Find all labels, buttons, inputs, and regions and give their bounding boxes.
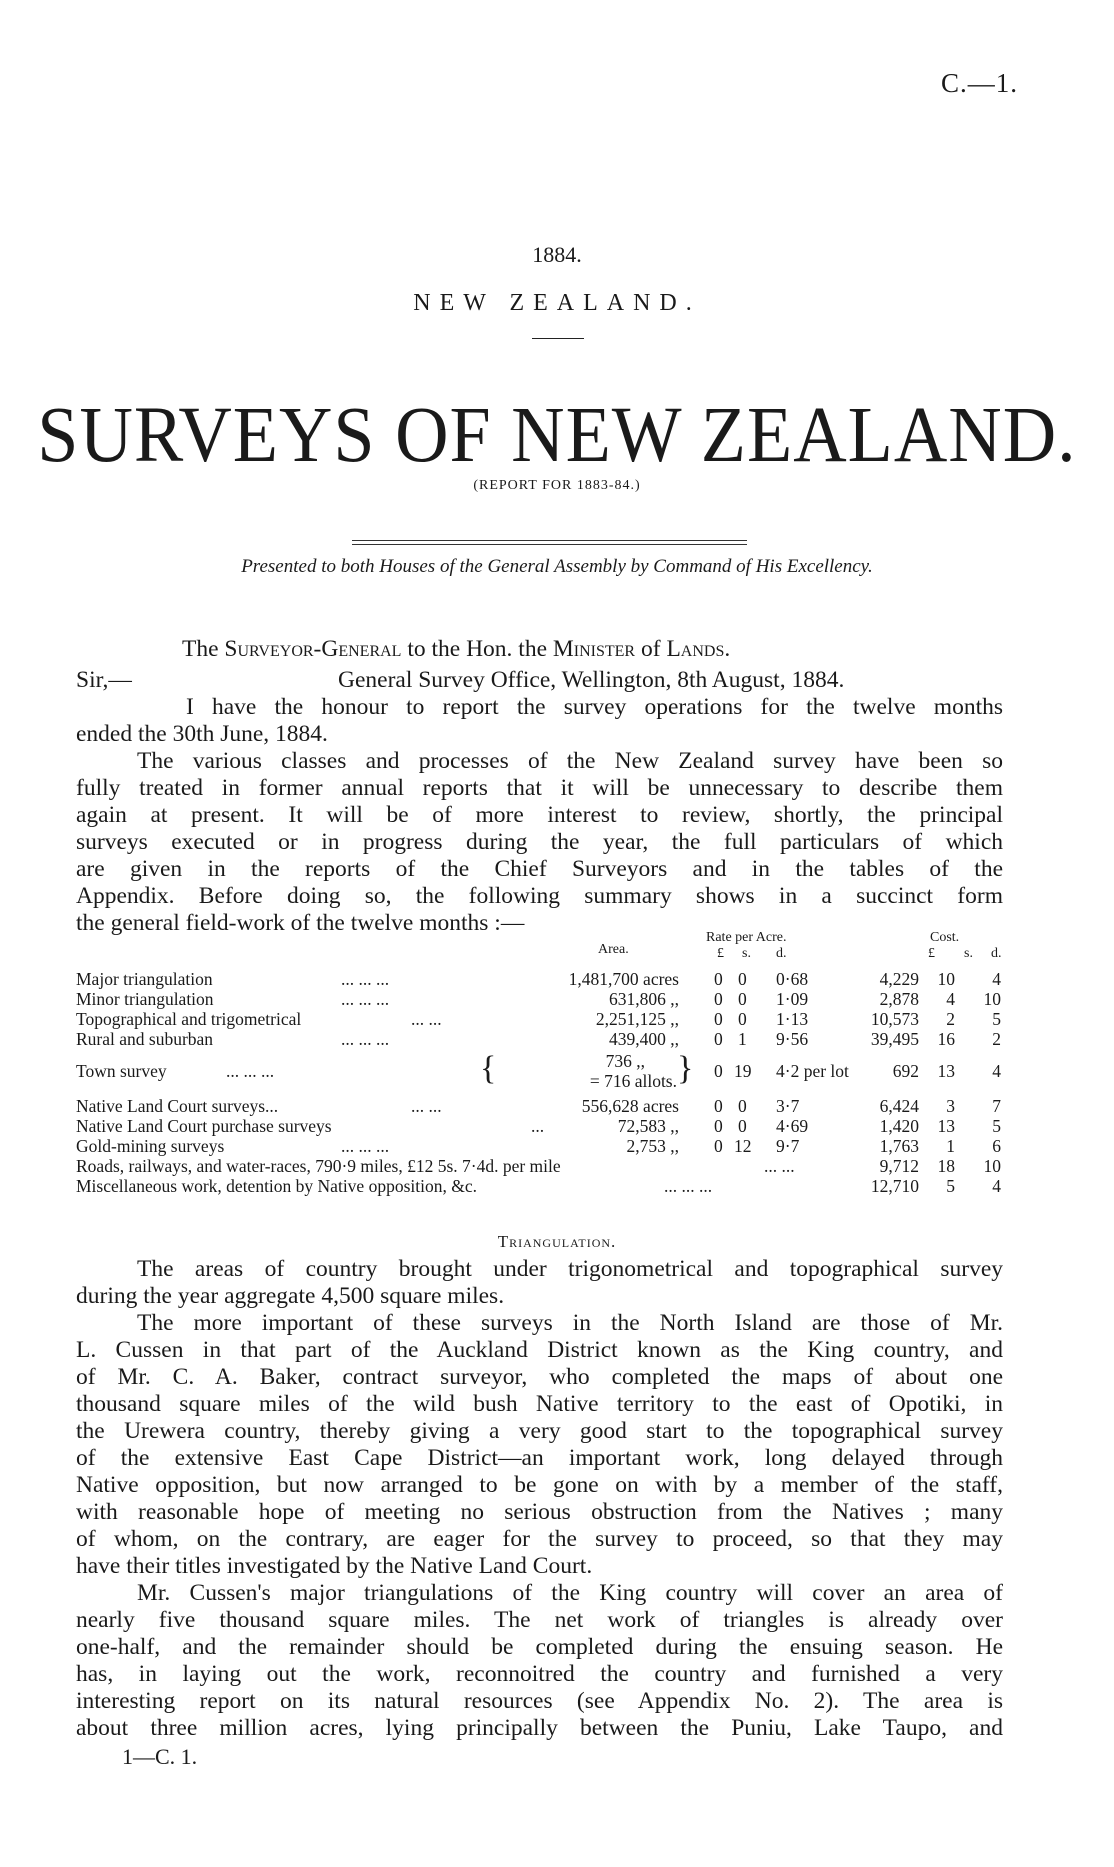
table-row — [76, 1117, 1003, 1135]
row-cost-d: 4 — [992, 1176, 1001, 1196]
row-cost-l: 6,424 — [879, 1096, 919, 1116]
page-footer: 1—C. 1. — [122, 1744, 198, 1769]
row-dots: ... ... ... — [226, 1061, 275, 1081]
table-header-rate-s: s. — [742, 946, 751, 961]
paragraph-line: about three million acres, lying principally between the Puniu, Lake Taupo, and — [76, 1715, 1003, 1741]
left-brace-icon: { — [480, 1050, 497, 1087]
row-rate-d: 1·13 — [776, 1009, 809, 1029]
row-dots: ... ... ... — [664, 1176, 713, 1196]
table-header-cost: Cost. — [930, 930, 960, 945]
table-row — [76, 1010, 1003, 1028]
row-label: Rural and suburban — [76, 1029, 214, 1049]
table-header-cost-s: s. — [964, 946, 973, 961]
row-cost-s: 10 — [937, 969, 955, 989]
row-rate-l: 0 — [714, 969, 723, 989]
row-rate-s: 0 — [738, 969, 747, 989]
paragraph-line: the general field-work of the twelve months :— — [76, 910, 525, 936]
table-header-cost-l: £ — [928, 946, 935, 961]
row-rate-s: 1 — [738, 1029, 747, 1049]
place-date: General Survey Office, Wellington, 8th August, 1884. — [338, 667, 845, 693]
row-rate-d: 4·2 per lot — [776, 1061, 849, 1081]
row-rate-d: 9·56 — [776, 1029, 809, 1049]
row-rate-l: 0 — [714, 1096, 723, 1116]
paragraph-line: during the year aggregate 4,500 square miles. — [76, 1283, 505, 1309]
row-area: 1,481,700 acres — [568, 969, 679, 989]
top-rule-double — [352, 544, 747, 545]
row-area: 2,251,125 ,, — [595, 1009, 679, 1029]
table-row — [76, 1137, 1003, 1155]
row-rate-s: 12 — [734, 1136, 752, 1156]
row-cost-s: 2 — [946, 1009, 955, 1029]
row-cost-l: 12,710 — [870, 1176, 919, 1196]
address-text: The Surveyor-General to the Hon. the Minister of Lands. — [182, 636, 731, 662]
row-label: Native Land Court surveys... — [76, 1096, 279, 1116]
paragraph-line: L. Cussen in that part of the Auckland District known as the King country, and — [76, 1337, 1003, 1363]
paragraph-line: fully treated in former annual reports that it will be unnecessary to describe them — [76, 775, 1003, 801]
paragraph-line: thousand square miles of the wild bush Native territory to the east of Opotiki, in — [76, 1391, 1003, 1417]
row-area-top: 736 ,, — [605, 1051, 645, 1071]
row-rate-l: 0 — [714, 989, 723, 1009]
paragraph-line: interesting report on its natural resources (see Appendix No. 2). The area is — [76, 1688, 1003, 1714]
row-rate-d: 0·68 — [776, 969, 809, 989]
row-cost-l: 4,229 — [879, 969, 919, 989]
row-rate-s: 19 — [734, 1061, 752, 1081]
table-row-roads — [76, 1157, 1003, 1175]
paragraph-line: The more important of these surveys in the North Island are those of Mr. — [137, 1310, 1003, 1336]
row-area: 556,628 acres — [581, 1096, 679, 1116]
right-brace-icon: } — [677, 1050, 694, 1087]
row-rate-d: 1·09 — [776, 989, 809, 1009]
row-area: 631,806 ,, — [609, 989, 679, 1009]
row-cost-s: 13 — [937, 1116, 955, 1136]
report-year: 1884. — [532, 242, 582, 267]
short-divider — [532, 338, 584, 339]
row-area: 2,753 ,, — [626, 1136, 679, 1156]
letter-address — [182, 636, 942, 663]
row-cost-d: 6 — [992, 1136, 1001, 1156]
row-rate-l: 0 — [714, 1116, 723, 1136]
row-cost-d: 7 — [992, 1096, 1001, 1116]
paragraph-line: has, in laying out the work, reconnoitred the country and furnished a very — [76, 1661, 1003, 1687]
paragraph-line: of the extensive East Cape District—an important work, long delayed through — [76, 1445, 1003, 1471]
row-label: Minor triangulation — [76, 989, 214, 1009]
table-header-rate-l: £ — [717, 946, 724, 961]
row-label: Topographical and trigometrical — [76, 1009, 302, 1029]
top-rule — [352, 540, 747, 541]
row-rate-d: 4·69 — [776, 1116, 809, 1136]
row-cost-l: 2,878 — [879, 989, 919, 1009]
row-cost-l: 39,495 — [870, 1029, 919, 1049]
paragraph-line: Native opposition, but now arranged to be gone on with by a member of the staff, — [76, 1472, 1003, 1498]
section-heading: Triangulation. — [497, 1232, 617, 1251]
table-header-cost-d: d. — [991, 946, 1002, 961]
paragraph-line: again at present. It will be of more interest to review, shortly, the principal — [76, 802, 1003, 828]
paragraph-line: are given in the reports of the Chief Surveyors and in the tables of the — [76, 856, 1003, 882]
row-dots: ... ... ... — [341, 969, 390, 989]
table-header-area: Area. — [598, 942, 629, 957]
paragraph-line: of Mr. C. A. Baker, contract surveyor, who completed the maps of about one — [76, 1364, 1003, 1390]
row-cost-l: 1,763 — [879, 1136, 919, 1156]
row-rate-s: 0 — [738, 1096, 747, 1116]
salutation: Sir,— — [76, 667, 132, 693]
row-cost-d: 2 — [992, 1029, 1001, 1049]
row-cost-l: 1,420 — [879, 1116, 919, 1136]
row-dots: ... ... ... — [341, 989, 390, 1009]
paragraph-line: Appendix. Before doing so, the following summary shows in a succinct form — [76, 883, 1003, 909]
row-dots: ... ... — [764, 1156, 795, 1176]
row-rate-l: 0 — [714, 1009, 723, 1029]
paragraph-line: the Urewera country, thereby giving a very good start to the topographical survey — [76, 1418, 1003, 1444]
row-label: Miscellaneous work, detention by Native opposition, &c. — [76, 1176, 477, 1196]
paragraph-line: of whom, on the contrary, are eager for the survey to proceed, so that they may — [76, 1526, 1003, 1552]
paragraph-line: ended the 30th June, 1884. — [76, 721, 328, 747]
row-cost-s: 4 — [946, 989, 955, 1009]
row-dots: ... ... — [411, 1009, 442, 1029]
row-rate-s: 0 — [738, 1009, 747, 1029]
paragraph-line: with reasonable hope of meeting no serious obstruction from the Natives ; many — [76, 1499, 1003, 1525]
row-cost-d: 4 — [992, 969, 1001, 989]
row-label: Native Land Court purchase surveys — [76, 1116, 332, 1136]
paragraph-line: have their titles investigated by the Native Land Court. — [76, 1553, 593, 1579]
paragraph-line: nearly five thousand square miles. The net work of triangles is already over — [76, 1607, 1003, 1633]
page-title: SURVEYS OF NEW ZEALAND. — [37, 390, 1077, 480]
row-cost-s: 16 — [937, 1029, 955, 1049]
row-dots: ... ... — [411, 1096, 442, 1116]
country-heading: NEW ZEALAND. — [413, 290, 701, 316]
document-reference: C.—1. — [940, 68, 1018, 98]
row-cost-s: 3 — [946, 1096, 955, 1116]
row-dots: ... ... ... — [341, 1136, 390, 1156]
paragraph-line: surveys executed or in progress during the year, the full particulars of which — [76, 829, 1003, 855]
row-cost-s: 5 — [946, 1176, 955, 1196]
row-cost-l: 692 — [892, 1061, 919, 1081]
row-label: Town survey — [76, 1061, 167, 1081]
table-row — [76, 1030, 1003, 1048]
row-area: 439,400 ,, — [609, 1029, 679, 1049]
paragraph-line: The various classes and processes of the New Zealand survey have been so — [137, 748, 1003, 774]
paragraph-line: The areas of country brought under trigonometrical and topographical survey — [137, 1256, 1003, 1282]
row-cost-d: 4 — [992, 1061, 1001, 1081]
row-cost-d: 10 — [983, 1156, 1001, 1176]
row-rate-d: 9·7 — [776, 1136, 800, 1156]
paragraph-line: one-half, and the remainder should be completed during the ensuing season. He — [76, 1634, 1003, 1660]
paragraph-line: Mr. Cussen's major triangulations of the King country will cover an area of — [137, 1580, 1003, 1606]
row-cost-d: 5 — [992, 1116, 1001, 1136]
table-header-rate-d: d. — [776, 946, 787, 961]
row-cost-l: 9,712 — [879, 1156, 919, 1176]
presented-line: Presented to both Houses of the General Assembly by Command of His Excellency. — [241, 556, 873, 577]
table-row — [76, 990, 1003, 1008]
row-rate-s: 0 — [738, 989, 747, 1009]
row-rate-l: 0 — [714, 1136, 723, 1156]
row-rate-s: 0 — [738, 1116, 747, 1136]
report-subtitle: (REPORT FOR 1883-84.) — [473, 478, 641, 493]
table-row-town — [76, 1050, 1003, 1092]
row-label: Major triangulation — [76, 969, 213, 989]
row-cost-d: 10 — [983, 989, 1001, 1009]
row-cost-l: 10,573 — [870, 1009, 919, 1029]
table-header-rate: Rate per Acre. — [706, 930, 787, 945]
table-row — [76, 970, 1003, 988]
table-row-misc — [76, 1177, 1003, 1195]
row-label: Roads, railways, and water-races, 790·9 miles, £12 5s. 7·4d. per mile — [76, 1156, 561, 1176]
row-rate-d: 3·7 — [776, 1096, 800, 1116]
row-cost-s: 13 — [937, 1061, 955, 1081]
row-rate-l: 0 — [714, 1061, 723, 1081]
row-dots: ... — [531, 1116, 545, 1136]
row-cost-s: 1 — [946, 1136, 955, 1156]
row-cost-d: 5 — [992, 1009, 1001, 1029]
row-cost-s: 18 — [937, 1156, 955, 1176]
row-rate-l: 0 — [714, 1029, 723, 1049]
row-area: 72,583 ,, — [617, 1116, 679, 1136]
table-row — [76, 1097, 1003, 1115]
row-area-bottom: = 716 allots. — [589, 1071, 677, 1091]
row-dots: ... ... ... — [341, 1029, 390, 1049]
row-label: Gold-mining surveys — [76, 1136, 225, 1156]
paragraph-line: I have the honour to report the survey operations for the twelve months — [186, 694, 1003, 720]
